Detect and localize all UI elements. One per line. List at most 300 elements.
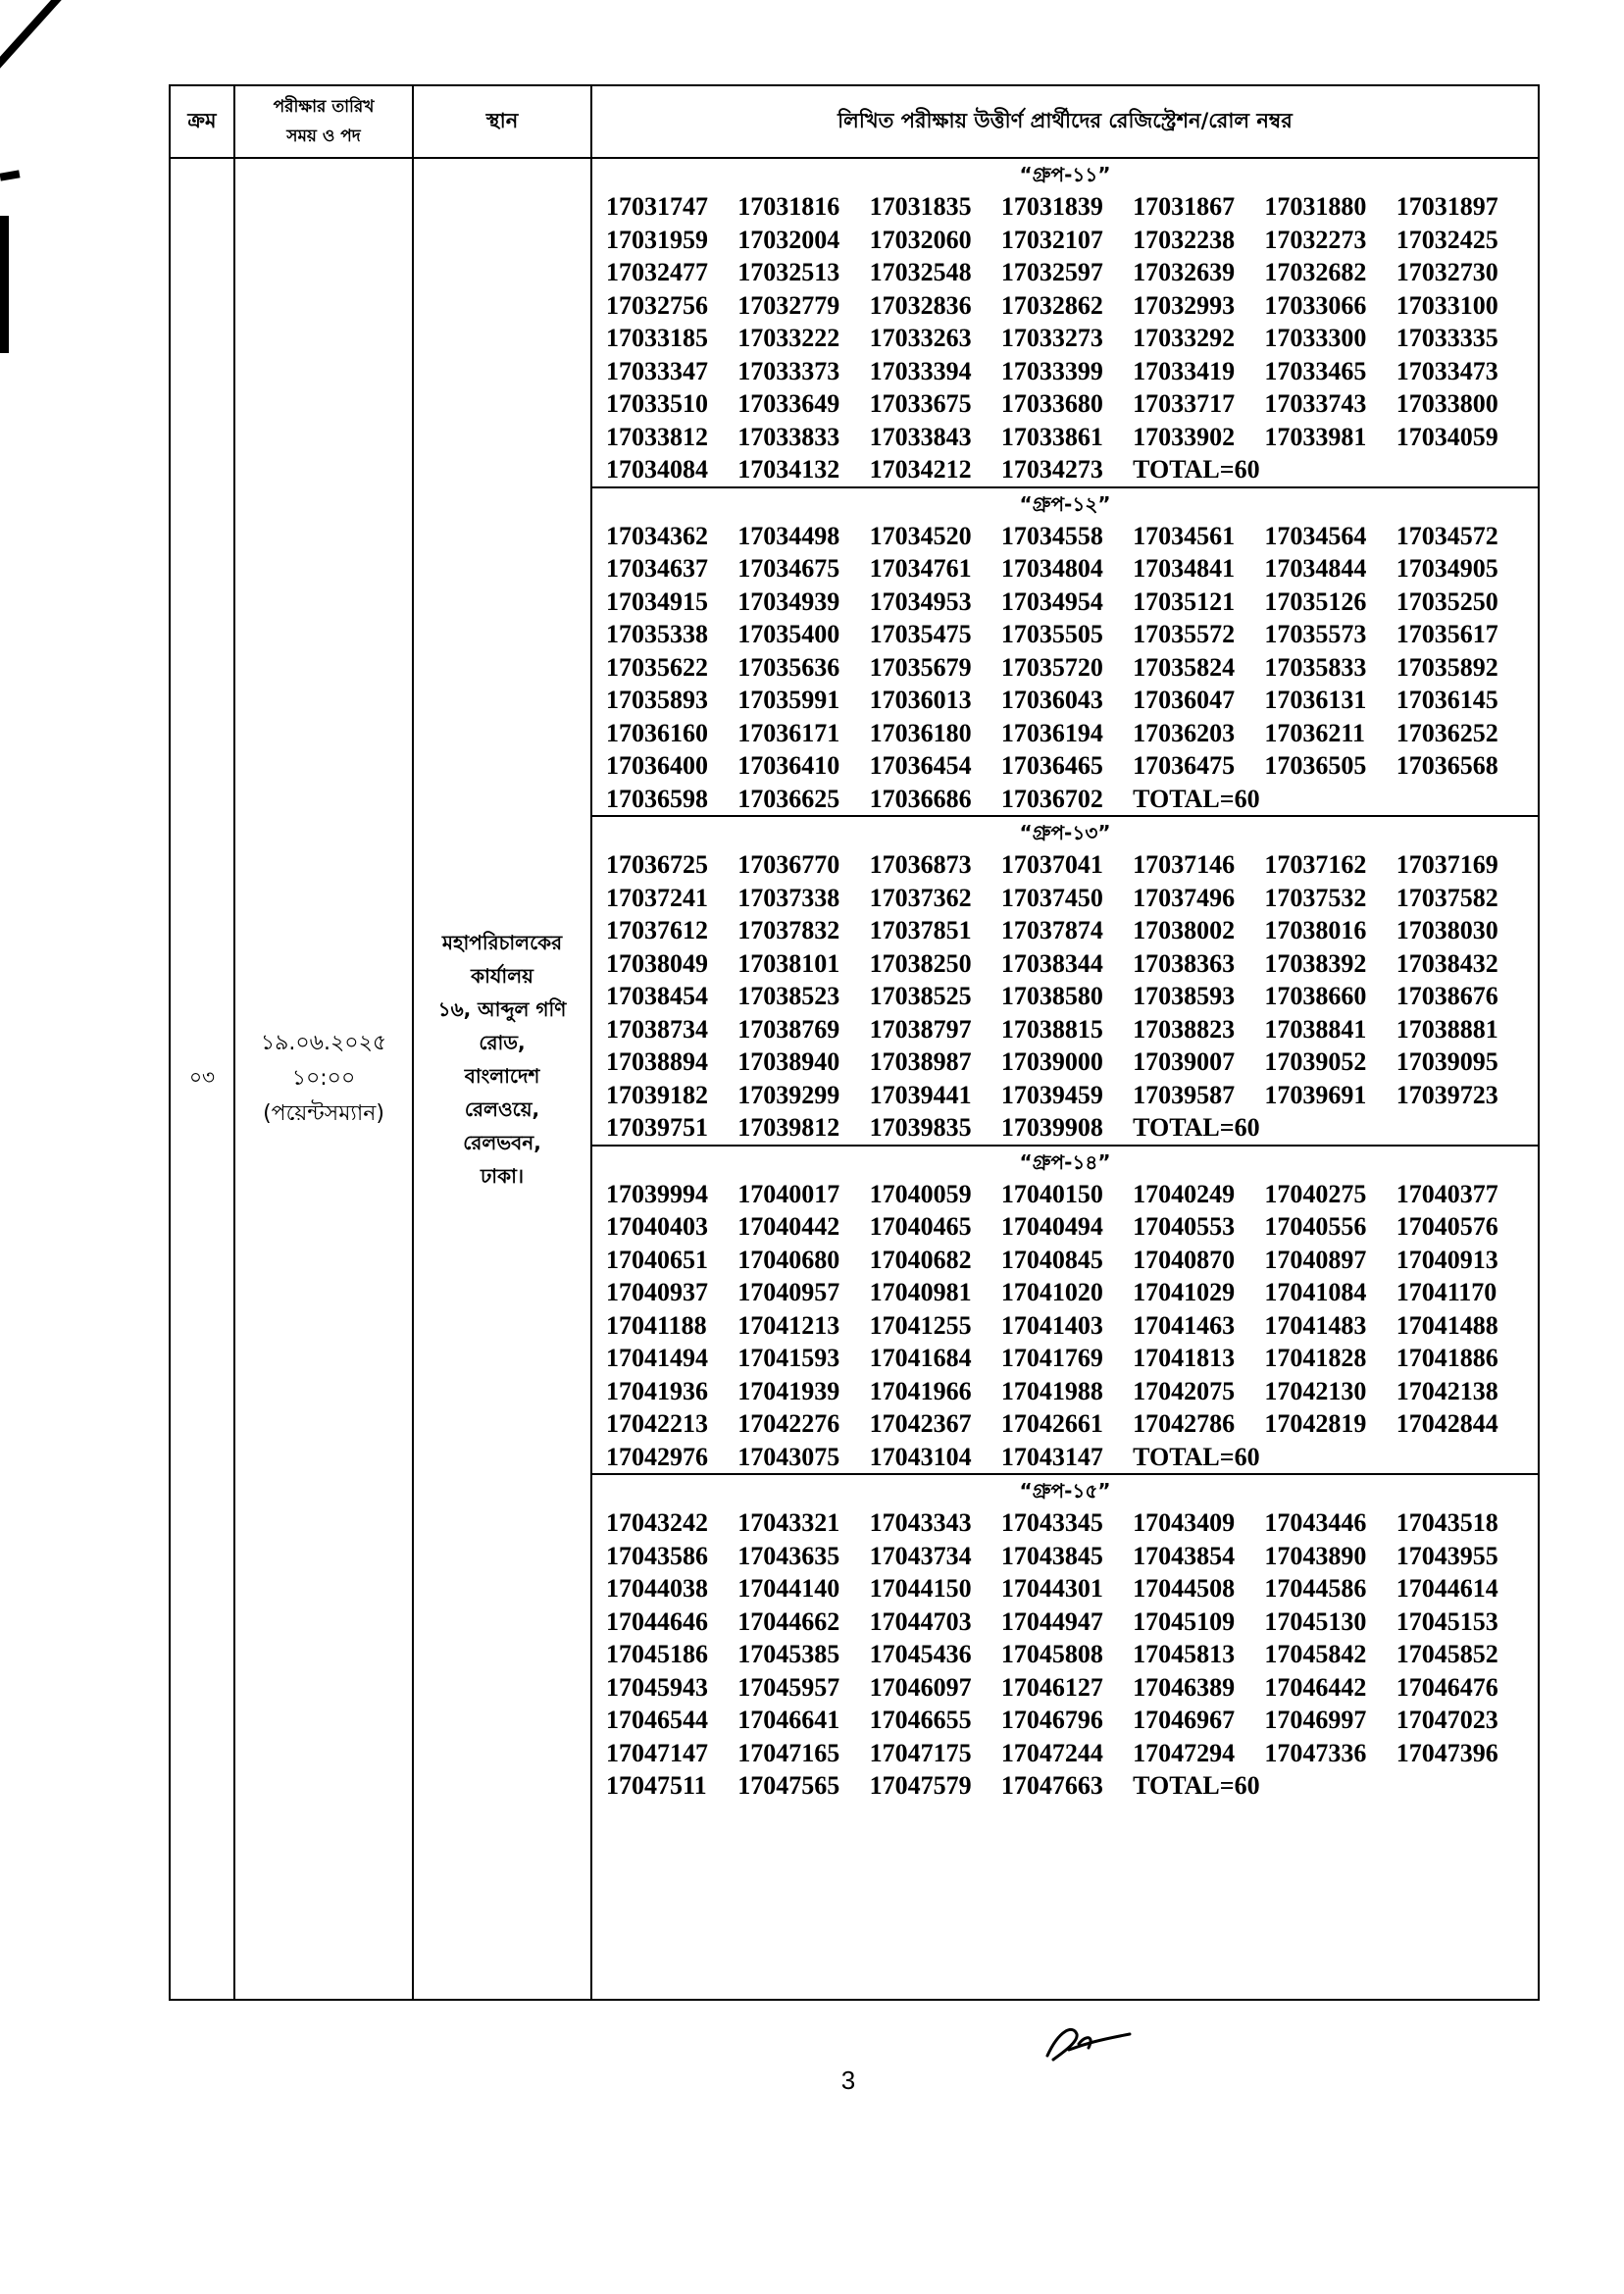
- roll-number: 17033185: [606, 324, 708, 352]
- roll-number: 17046476: [1396, 1672, 1498, 1702]
- roll-number: 17033680: [1000, 389, 1103, 418]
- roll-number: 17035622: [606, 652, 708, 682]
- roll-number: 17041170: [1396, 1278, 1497, 1306]
- roll-number: 17041029: [1133, 1278, 1236, 1306]
- roll-number: 17036047: [1133, 686, 1236, 714]
- roll-number: 17035991: [737, 686, 840, 714]
- scan-edge-mark: [0, 216, 9, 353]
- roll-number: 17040576: [1396, 1212, 1498, 1241]
- roll-number: 17036568: [1396, 751, 1498, 780]
- roll-number: 17033347: [606, 356, 708, 385]
- roll-number: 17040682: [869, 1245, 972, 1274]
- roll-number: 17038344: [1000, 948, 1103, 978]
- roll-number: 17035400: [737, 620, 840, 648]
- roll-number: 17032597: [1000, 258, 1103, 286]
- roll-number: 17031880: [1264, 192, 1367, 221]
- roll-number: 17038734: [606, 1014, 708, 1044]
- roll-number: 17046127: [1000, 1672, 1103, 1702]
- roll-number: 17041020: [1000, 1278, 1103, 1306]
- signature-mark: [1040, 2020, 1134, 2065]
- roll-number: 17044140: [737, 1574, 840, 1603]
- exam-date: ১৯.০৬.২০২৫: [260, 1031, 387, 1055]
- roll-number: 17036252: [1396, 718, 1498, 747]
- roll-number: 17037612: [606, 916, 708, 944]
- roll-number: 17037832: [737, 916, 840, 944]
- roll-number: 17043075: [737, 1442, 840, 1471]
- roll-number: 17036131: [1264, 686, 1367, 714]
- venue-line: রোড,: [479, 1031, 526, 1054]
- roll-number: 17045957: [737, 1672, 840, 1702]
- roll-number: 17039441: [869, 1080, 972, 1109]
- roll-number: 17039587: [1133, 1080, 1236, 1109]
- roll-number: 17043890: [1264, 1541, 1367, 1570]
- roll-number: 17032107: [1000, 225, 1103, 254]
- roll-number: 17041084: [1264, 1278, 1367, 1306]
- roll-number: 17047565: [737, 1771, 840, 1800]
- roll-number: 17043345: [1000, 1508, 1103, 1537]
- roll-number: 17044703: [869, 1606, 972, 1636]
- roll-number-grid: [592, 520, 1538, 816]
- roll-number: 17042075: [1133, 1376, 1236, 1405]
- roll-number: 17041188: [606, 1310, 707, 1340]
- roll-number: 17032548: [869, 258, 972, 286]
- roll-number: 17031959: [606, 225, 708, 254]
- roll-number: 17044586: [1264, 1574, 1367, 1603]
- roll-number: 17039835: [869, 1113, 972, 1142]
- roll-number: 17041813: [1133, 1344, 1236, 1372]
- roll-number: 17033273: [1000, 324, 1103, 352]
- roll-number: 17038660: [1264, 982, 1367, 1010]
- roll-number: 17045436: [869, 1640, 972, 1668]
- venue-line: বাংলাদেশ: [464, 1064, 540, 1088]
- roll-number: 17036686: [869, 784, 972, 813]
- roll-number: 17035250: [1396, 586, 1498, 616]
- roll-number: 17044662: [737, 1606, 840, 1636]
- roll-number: 17040913: [1396, 1245, 1498, 1274]
- roll-number: 17036505: [1264, 751, 1367, 780]
- roll-number: 17040059: [869, 1179, 972, 1208]
- roll-number: 17038676: [1396, 982, 1498, 1010]
- roll-number: 17037851: [869, 916, 972, 944]
- roll-number: 17040494: [1000, 1212, 1103, 1241]
- roll-number: 17035636: [737, 652, 840, 682]
- roll-number: 17033833: [737, 422, 840, 451]
- roll-number: 17037362: [869, 883, 972, 912]
- header-date-time-post: [234, 85, 413, 158]
- roll-number: 17035679: [869, 652, 972, 682]
- roll-number: 17044150: [869, 1574, 972, 1603]
- roll-group: [592, 159, 1538, 488]
- group-total: TOTAL=60: [1133, 784, 1260, 813]
- roll-number: 17035833: [1264, 652, 1367, 682]
- roll-number: 17033335: [1396, 324, 1498, 352]
- roll-number: 17034915: [606, 586, 708, 616]
- roll-number: 17035505: [1000, 620, 1103, 648]
- roll-number-grid: [592, 848, 1538, 1145]
- roll-number: 17039723: [1396, 1080, 1498, 1109]
- roll-number: 17040275: [1264, 1179, 1367, 1208]
- roll-number: 17047396: [1396, 1738, 1498, 1767]
- roll-number: 17038523: [737, 982, 840, 1010]
- roll-number: 17042367: [869, 1409, 972, 1438]
- roll-number: 17038049: [606, 948, 708, 978]
- roll-number: 17033981: [1264, 422, 1367, 451]
- roll-number: 17033812: [606, 422, 708, 451]
- roll-number: 17034572: [1396, 521, 1498, 550]
- venue-line: ১৬, আব্দুল গণি: [437, 997, 567, 1021]
- roll-number: 17037338: [737, 883, 840, 912]
- roll-number: 17039000: [1000, 1047, 1103, 1076]
- roll-number: 17036013: [869, 686, 972, 714]
- header-date-line2: সময় ও পদ: [286, 127, 361, 146]
- roll-number: 17036410: [737, 751, 840, 780]
- roll-number: 17038987: [869, 1047, 972, 1076]
- group-title: “গ্রুপ-১৫”: [1019, 1479, 1111, 1503]
- roll-number: 17045842: [1264, 1640, 1367, 1668]
- roll-number: 17035617: [1396, 620, 1498, 648]
- roll-number: 17046389: [1133, 1672, 1236, 1702]
- roll-number: 17038894: [606, 1047, 708, 1076]
- roll-number: 17036454: [869, 751, 972, 780]
- roll-number: 17042661: [1000, 1409, 1103, 1438]
- roll-number: 17036770: [737, 850, 840, 879]
- roll-number: 17033419: [1133, 356, 1236, 385]
- roll-number: 17032836: [869, 290, 972, 320]
- roll-number: 17035892: [1396, 652, 1498, 682]
- roll-number: 17033373: [737, 356, 840, 385]
- roll-number: 17034084: [606, 455, 708, 484]
- roll-number: 17044301: [1000, 1574, 1103, 1603]
- roll-number: 17043586: [606, 1541, 708, 1570]
- roll-number: 17043518: [1396, 1508, 1498, 1537]
- roll-number: 17043409: [1133, 1508, 1236, 1537]
- post-name: (পয়েন্টসম্যান): [263, 1101, 384, 1126]
- roll-number: 17034132: [737, 455, 840, 484]
- serial-cell: ০৩: [170, 158, 234, 2000]
- roll-number-grid: [592, 1506, 1538, 1803]
- roll-number: 17038432: [1396, 948, 1498, 978]
- roll-number: 17043845: [1000, 1541, 1103, 1570]
- results-table: [169, 84, 1540, 2001]
- roll-number: 17034939: [737, 586, 840, 616]
- roll-number: 17033100: [1396, 290, 1498, 320]
- roll-number: 17033292: [1133, 324, 1236, 352]
- roll-number: 17039994: [606, 1179, 708, 1208]
- roll-number: 17035121: [1133, 586, 1236, 616]
- roll-number: 17041684: [869, 1344, 972, 1372]
- roll-number: 17034954: [1000, 586, 1103, 616]
- roll-number: 17040249: [1133, 1179, 1236, 1208]
- roll-number: 17046641: [737, 1706, 840, 1734]
- roll-number: 17047336: [1264, 1738, 1367, 1767]
- header-roll-numbers: লিখিত পরীক্ষায় উত্তীর্ণ প্রার্থীদের রেজিস্ট্রেশন/রোল নম্বর: [591, 85, 1539, 158]
- exam-time: ১০:০০: [291, 1066, 356, 1091]
- roll-number: 17038525: [869, 982, 972, 1010]
- roll-number: 17031816: [737, 192, 840, 221]
- roll-number: 17033399: [1000, 356, 1103, 385]
- roll-number: 17045852: [1396, 1640, 1498, 1668]
- roll-number: 17039812: [737, 1113, 840, 1142]
- roll-number: 17045385: [737, 1640, 840, 1668]
- roll-number: 17038769: [737, 1014, 840, 1044]
- roll-number: 17036598: [606, 784, 708, 813]
- roll-number: 17037169: [1396, 850, 1498, 879]
- roll-number: 17040845: [1000, 1245, 1103, 1274]
- roll-number: 17032425: [1396, 225, 1498, 254]
- roll-number: 17041483: [1264, 1310, 1367, 1340]
- group-title: “গ্রুপ-১৪”: [1019, 1149, 1111, 1174]
- roll-number: 17033649: [737, 389, 840, 418]
- roll-number: 17031897: [1396, 192, 1498, 221]
- roll-number: 17046655: [869, 1706, 972, 1734]
- roll-number: 17045186: [606, 1640, 708, 1668]
- roll-number: 17043147: [1000, 1442, 1103, 1471]
- roll-number: 17033861: [1000, 422, 1103, 451]
- roll-number: 17036465: [1000, 751, 1103, 780]
- roll-number: 17032730: [1396, 258, 1498, 286]
- roll-number: 17035720: [1000, 652, 1103, 682]
- roll-number: 17042844: [1396, 1409, 1498, 1438]
- roll-number: 17032779: [737, 290, 840, 320]
- roll-number: 17034953: [869, 586, 972, 616]
- roll-number: 17037532: [1264, 883, 1367, 912]
- roll-number: 17034212: [869, 455, 972, 484]
- roll-number: 17041828: [1264, 1344, 1367, 1372]
- roll-number: 17045813: [1133, 1640, 1236, 1668]
- roll-number: 17032273: [1264, 225, 1367, 254]
- roll-number: 17034498: [737, 521, 840, 550]
- roll-number: 17035893: [606, 686, 708, 714]
- group-total: TOTAL=60: [1133, 455, 1260, 484]
- roll-number: 17041966: [869, 1376, 972, 1405]
- roll-number: 17043635: [737, 1541, 840, 1570]
- roll-number: 17038815: [1000, 1014, 1103, 1044]
- roll-number: 17042819: [1264, 1409, 1367, 1438]
- roll-number: 17042213: [606, 1409, 708, 1438]
- roll-number: 17044947: [1000, 1606, 1103, 1636]
- roll-number: 17034804: [1000, 554, 1103, 583]
- roll-number: 17043321: [737, 1508, 840, 1537]
- roll-group: [592, 488, 1538, 818]
- roll-number: 17042138: [1396, 1376, 1498, 1405]
- roll-number: 17039052: [1264, 1047, 1367, 1076]
- roll-number: 17038823: [1133, 1014, 1236, 1044]
- roll-number: 17035572: [1133, 620, 1236, 648]
- roll-number: 17033510: [606, 389, 708, 418]
- roll-number: 17032238: [1133, 225, 1236, 254]
- roll-number: 17038101: [737, 948, 840, 978]
- roll-number: 17039751: [606, 1113, 708, 1142]
- roll-number: 17036702: [1000, 784, 1103, 813]
- roll-number: 17036873: [869, 850, 972, 879]
- roll-number: 17033843: [869, 422, 972, 451]
- roll-number: 17038016: [1264, 916, 1367, 944]
- roll-number: 17046796: [1000, 1706, 1103, 1734]
- roll-number: 17045943: [606, 1672, 708, 1702]
- roll-number: 17038002: [1133, 916, 1236, 944]
- roll-number: 17031839: [1000, 192, 1103, 221]
- roll-number: 17046967: [1133, 1706, 1236, 1734]
- roll-number: 17043734: [869, 1541, 972, 1570]
- roll-number: 17047294: [1133, 1738, 1236, 1767]
- roll-number: 17036211: [1264, 718, 1365, 747]
- roll-number: 17037874: [1000, 916, 1103, 944]
- roll-number: 17038797: [869, 1014, 972, 1044]
- group-total: TOTAL=60: [1133, 1442, 1260, 1471]
- roll-number: 17035573: [1264, 620, 1367, 648]
- roll-number: 17038392: [1264, 948, 1367, 978]
- roll-number: 17044646: [606, 1606, 708, 1636]
- venue-cell: [413, 158, 591, 2000]
- roll-number: 17037496: [1133, 883, 1236, 912]
- roll-number: 17044508: [1133, 1574, 1236, 1603]
- roll-number-grid: [592, 1178, 1538, 1474]
- roll-number: 17034362: [606, 521, 708, 550]
- roll-number: 17038940: [737, 1047, 840, 1076]
- roll-number: 17034905: [1396, 554, 1498, 583]
- roll-number: 17046997: [1264, 1706, 1367, 1734]
- roll-number: 17043955: [1396, 1541, 1498, 1570]
- roll-number: 17042130: [1264, 1376, 1367, 1405]
- venue-line: রেলভবন,: [463, 1131, 541, 1154]
- roll-group: [592, 817, 1538, 1147]
- roll-number: 17046097: [869, 1672, 972, 1702]
- roll-number: 17041593: [737, 1344, 840, 1372]
- roll-number: 17040403: [606, 1212, 708, 1241]
- roll-number: 17046544: [606, 1706, 708, 1734]
- venue-line: রেলওয়ে,: [464, 1097, 540, 1121]
- roll-number: 17045109: [1133, 1606, 1236, 1636]
- roll-number: 17033473: [1396, 356, 1498, 385]
- roll-number: 17034844: [1264, 554, 1367, 583]
- roll-number: 17040465: [869, 1212, 972, 1241]
- roll-number: 17038841: [1264, 1014, 1367, 1044]
- roll-number: 17033717: [1133, 389, 1236, 418]
- roll-number: 17034675: [737, 554, 840, 583]
- venue-line: কার্যালয়: [471, 964, 533, 988]
- roll-number: 17036203: [1133, 718, 1236, 747]
- roll-number: 17038881: [1396, 1014, 1498, 1044]
- scan-edge-mark: [0, 0, 75, 161]
- roll-number: 17038593: [1133, 982, 1236, 1010]
- roll-number: 17033902: [1133, 422, 1236, 451]
- roll-number: 17032862: [1000, 290, 1103, 320]
- roll-number: 17038454: [606, 982, 708, 1010]
- roll-number: 17039691: [1264, 1080, 1367, 1109]
- roll-number: 17047244: [1000, 1738, 1103, 1767]
- roll-number: 17034273: [1000, 455, 1103, 484]
- roll-number: 17039299: [737, 1080, 840, 1109]
- roll-number: 17035475: [869, 620, 972, 648]
- roll-number: 17031747: [606, 192, 708, 221]
- roll-number: 17032513: [737, 258, 840, 286]
- roll-number: 17033465: [1264, 356, 1367, 385]
- roll-number: 17040150: [1000, 1179, 1103, 1208]
- roll-number: 17034637: [606, 554, 708, 583]
- roll-number: 17036171: [737, 718, 840, 747]
- roll-number: 17031867: [1133, 192, 1236, 221]
- roll-group: [592, 1147, 1538, 1476]
- roll-number: 17031835: [869, 192, 972, 221]
- page-number: 3: [840, 2065, 856, 2095]
- group-total: TOTAL=60: [1133, 1113, 1260, 1142]
- roll-number: 17038363: [1133, 948, 1236, 978]
- roll-number: 17041769: [1000, 1344, 1103, 1372]
- roll-number: 17045153: [1396, 1606, 1498, 1636]
- table-header-row: [170, 85, 1539, 158]
- roll-number: 17036180: [869, 718, 972, 747]
- roll-number: 17033394: [869, 356, 972, 385]
- roll-number: 17041463: [1133, 1310, 1236, 1340]
- roll-number: 17044038: [606, 1574, 708, 1603]
- roll-number: 17043854: [1133, 1541, 1236, 1570]
- roll-number: 17034841: [1133, 554, 1236, 583]
- roll-number: 17034564: [1264, 521, 1367, 550]
- roll-number: 17038250: [869, 948, 972, 978]
- roll-number: 17044614: [1396, 1574, 1498, 1603]
- group-title: “গ্রুপ-১৩”: [1019, 821, 1111, 844]
- roll-number: 17040680: [737, 1245, 840, 1274]
- roll-number: 17036194: [1000, 718, 1103, 747]
- roll-number: 17040377: [1396, 1179, 1498, 1208]
- roll-number: 17032682: [1264, 258, 1367, 286]
- roll-number: 17036160: [606, 718, 708, 747]
- roll-number: 17036145: [1396, 686, 1498, 714]
- roll-number: 17041936: [606, 1376, 708, 1405]
- roll-number: 17033300: [1264, 324, 1367, 352]
- roll-number: 17034059: [1396, 422, 1498, 451]
- roll-number: 17047147: [606, 1738, 708, 1767]
- roll-number: 17038030: [1396, 916, 1498, 944]
- roll-number: 17032004: [737, 225, 840, 254]
- roll-number: 17040651: [606, 1245, 708, 1274]
- roll-number: 17046442: [1264, 1672, 1367, 1702]
- roll-number: 17047663: [1000, 1771, 1103, 1800]
- group-title: “গ্রুপ-১১”: [1019, 163, 1111, 186]
- roll-number: 17041213: [737, 1310, 840, 1340]
- roll-number: 17033263: [869, 324, 972, 352]
- roll-number: 17042976: [606, 1442, 708, 1471]
- roll-number: 17042276: [737, 1409, 840, 1438]
- roll-number: 17041403: [1000, 1310, 1103, 1340]
- roll-number: 17032477: [606, 258, 708, 286]
- roll-number: 17041255: [869, 1310, 972, 1340]
- roll-number: 17037582: [1396, 883, 1498, 912]
- roll-number: 17041886: [1396, 1344, 1498, 1372]
- roll-number: 17040937: [606, 1278, 708, 1306]
- roll-number: 17034561: [1133, 521, 1236, 550]
- roll-number: 17033800: [1396, 389, 1498, 418]
- roll-number: 17036725: [606, 850, 708, 879]
- roll-number-grid: [592, 190, 1538, 486]
- roll-number: 17043446: [1264, 1508, 1367, 1537]
- roll-number: 17032060: [869, 225, 972, 254]
- roll-number: 17041939: [737, 1376, 840, 1405]
- roll-number: 17034558: [1000, 521, 1103, 550]
- roll-number: 17040556: [1264, 1212, 1367, 1241]
- roll-number: 17038580: [1000, 982, 1103, 1010]
- roll-number: 17036475: [1133, 751, 1236, 780]
- roll-number: 17037450: [1000, 883, 1103, 912]
- roll-number: 17039095: [1396, 1047, 1498, 1076]
- roll-number: 17047175: [869, 1738, 972, 1767]
- roll-number: 17039182: [606, 1080, 708, 1109]
- roll-number: 17045808: [1000, 1640, 1103, 1668]
- roll-group: [592, 1475, 1538, 1950]
- roll-number: 17045130: [1264, 1606, 1367, 1636]
- roll-number: 17037241: [606, 883, 708, 912]
- roll-number: 17047579: [869, 1771, 972, 1800]
